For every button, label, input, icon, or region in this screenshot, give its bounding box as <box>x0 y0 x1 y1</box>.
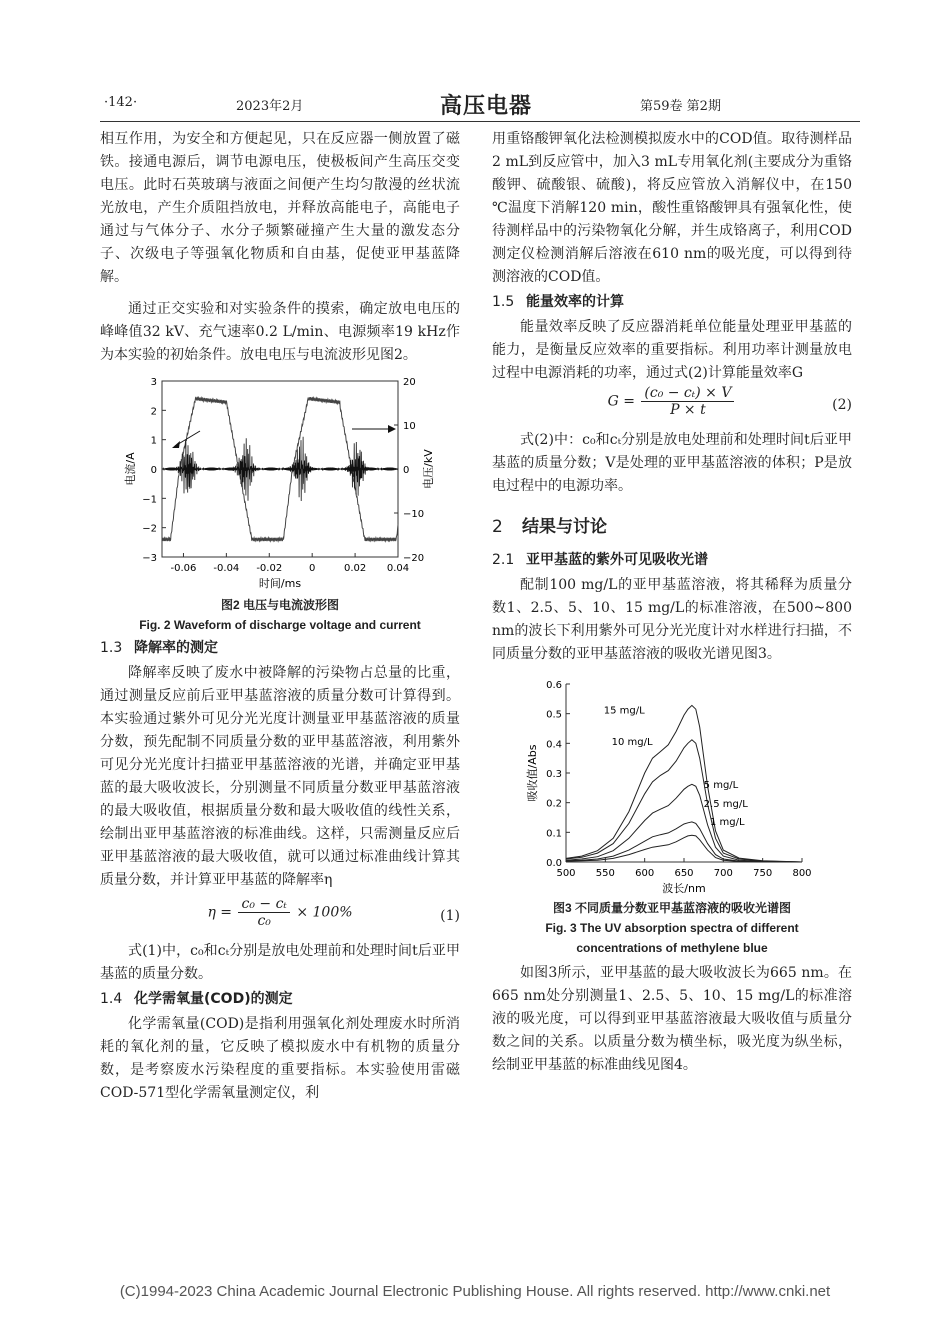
paragraph: 式(1)中，c₀和cₜ分别是放电处理前和处理时间t后亚甲基蓝的质量分数。 <box>100 943 460 982</box>
spectrum-line <box>566 740 802 862</box>
x-tick-label: 0.04 <box>386 563 410 574</box>
y2-tick-label: −10 <box>403 509 425 520</box>
formula-denominator: c₀ <box>257 913 271 929</box>
formula-lhs: η = <box>207 904 233 921</box>
y-tick-label: 1 <box>150 435 157 447</box>
x-tick-label: -0.04 <box>213 563 240 574</box>
figure-3-caption-en: Fig. 3 The UV absorption spectra of different <box>545 921 799 935</box>
x-tick-label: 600 <box>635 868 655 879</box>
paragraph: 配制100 mg/L的亚甲基蓝溶液，将其稀释为质量分数1、2.5、5、10、15 mg/L的标准溶液，在500~800 nm的波长下利用紫外可见分光光度计对水样进行扫描，不同质量分数的亚甲基蓝溶液的吸收光谱见图3。 <box>492 577 852 662</box>
series-label: 1 mg/L <box>709 816 745 828</box>
absorption-spectra-chart <box>492 672 852 894</box>
formula-lhs: G = <box>607 393 635 410</box>
voltage-arrow-head <box>388 425 396 433</box>
section-heading <box>492 549 852 572</box>
section-title: 结果与讨论 <box>522 517 607 537</box>
page-number: ·142· <box>104 95 138 110</box>
journal-logo: 高压电器 <box>440 93 533 119</box>
y-tick-label: 0.5 <box>546 709 562 721</box>
y-axis-label: 电流/A <box>124 452 137 486</box>
y-tick-label: −3 <box>142 553 157 564</box>
section-number: 1.3 <box>100 640 123 656</box>
x-axis-label: 波长/nm <box>662 882 706 894</box>
figure-2 <box>100 371 460 635</box>
paragraph: 化学需氧量(COD)是指利用强氧化剂处理废水时所消耗的氧化剂的量，它反映了模拟废水中有机物的质量分数，是考察废水污染程度的重要指标。本实验使用雷磁COD-571型化学需氧量测定仪，利 <box>100 1016 460 1101</box>
left-column <box>100 128 460 1105</box>
y-tick-label: 0.6 <box>546 680 562 691</box>
section-heading <box>492 512 852 537</box>
formula-numerator: c₀ − cₜ <box>238 896 289 913</box>
series-label: 10 mg/L <box>611 736 653 748</box>
right-column <box>492 128 852 1077</box>
paragraph: 用重铬酸钾氧化法检测模拟废水中的COD值。取待测样品2 mL到反应管中，加入3 mL专用氧化剂(主要成分为重铬酸钾、硫酸银、硫酸)，将反应管放入消解仪中，在150 ℃温度下消解120 min，酸性重铬酸钾具有强氧化性，使待测样品中的污染物氧化分解，并生成铬离子，利用COD测定仪检测消解后溶液在610 nm的吸光度，可以得到待测溶液的COD值。 <box>492 131 852 285</box>
y2-axis-label: 电压/kV <box>422 449 435 489</box>
figure-2-caption-en: Fig. 2 Waveform of discharge voltage and current <box>139 618 421 632</box>
section-title: 能量效率的计算 <box>526 294 624 310</box>
figure-2-caption-cn: 图2 电压与电流波形图 <box>220 598 339 612</box>
y-tick-label: 0.2 <box>546 798 562 810</box>
x-axis-label: 时间/ms <box>258 577 302 590</box>
paragraph: 如图3所示，亚甲基蓝的最大吸收波长为665 nm。在665 nm处分别测量1、2.5、5、10、15 mg/L的标准溶液的吸光度，可以得到亚甲基蓝溶液最大吸收值与质量分数之间的关系。以质量分数为横坐标，吸光度为纵坐标，绘制亚甲基蓝的标准曲线见图4。 <box>492 965 852 1073</box>
y2-tick-label: 20 <box>403 377 416 388</box>
figure-3-caption-cn: 图3 不同质量分数亚甲基蓝溶液的吸收光谱图 <box>552 901 791 915</box>
y-tick-label: 3 <box>150 377 157 388</box>
section-number: 1.5 <box>492 294 515 310</box>
section-heading <box>492 291 852 314</box>
formula-rhs: × 100% <box>296 904 353 921</box>
current-series <box>162 437 398 501</box>
figure-3-caption-en: concentrations of methylene blue <box>576 941 768 955</box>
current-arrow-head <box>172 441 180 448</box>
formula-number: (2) <box>832 397 852 413</box>
x-tick-label: 550 <box>595 868 615 879</box>
formula-2 <box>492 385 852 429</box>
section-title: 亚甲基蓝的紫外可见吸收光谱 <box>526 552 708 568</box>
y-tick-label: 0 <box>150 465 157 476</box>
section-title: 降解率的测定 <box>134 640 218 656</box>
volume-issue: 第59卷 第2期 <box>640 99 721 114</box>
x-tick-label: 500 <box>556 868 576 879</box>
paragraph: 能量效率反映了反应器消耗单位能量处理亚甲基蓝的能力，是衡量反应效率的重要指标。利用功率计测量放电过程中电源消耗的功率，通过式(2)计算能量效率G <box>492 319 852 381</box>
y-tick-label: 0.1 <box>546 828 562 840</box>
x-tick-label: 750 <box>753 868 773 879</box>
x-tick-label: 800 <box>792 868 812 879</box>
formula-1 <box>100 896 460 940</box>
section-title: 化学需氧量(COD)的测定 <box>134 991 293 1007</box>
x-tick-label: 0 <box>308 563 316 574</box>
paragraph: 降解率反映了废水中被降解的污染物占总量的比重，通过测量反应前后亚甲基蓝溶液的质量分数可计算得到。本实验通过紫外可见分光光度计测量亚甲基蓝溶液的质量分数，预先配制不同质量分数的亚甲基蓝溶液，利用紫外可见分光光度计扫描亚甲基蓝溶液的光谱，并确定亚甲基蓝的最大吸收波长，分别测量不同质量分数亚甲基蓝溶液的最大吸收值，根据质量分数和最大吸收值的线性关系，绘制出亚甲基蓝溶液的标准曲线。这样，只需测量反应后亚甲基蓝溶液的最大吸收值，就可以通过标准曲线计算其质量分数，并计算亚甲基蓝的降解率η <box>100 665 460 888</box>
paragraph: 式(2)中：c₀和cₜ分别是放电处理前和处理时间t后亚甲基蓝的质量分数；V是处理的亚甲基蓝溶液的体积；P是放电过程中的电源功率。 <box>492 432 852 494</box>
waveform-chart <box>100 371 460 591</box>
section-number: 2 <box>492 517 503 537</box>
y-tick-label: 2 <box>150 406 157 418</box>
y2-tick-label: −20 <box>403 553 425 564</box>
formula-denominator: P × t <box>670 402 706 418</box>
x-tick-label: 650 <box>674 868 694 879</box>
formula-numerator: (c₀ − cₜ) × V <box>641 385 734 402</box>
series-label: 15 mg/L <box>603 705 645 717</box>
section-heading <box>100 988 460 1011</box>
y-tick-label: 0.4 <box>546 739 562 751</box>
copyright-footer: (C)1994-2023 China Academic Journal Electronic Publishing House. All rights reserved. http://www.cnki.net <box>119 1283 831 1300</box>
y-tick-label: −1 <box>142 494 157 506</box>
y2-tick-label: 10 <box>403 421 416 432</box>
y-tick-label: 0.3 <box>546 769 562 780</box>
section-number: 1.4 <box>100 991 123 1007</box>
section-heading <box>100 637 460 660</box>
figure-3 <box>492 672 852 958</box>
x-tick-label: 0.02 <box>343 563 367 574</box>
series-label: 2.5 mg/L <box>703 799 748 811</box>
y-tick-label: −2 <box>142 523 157 535</box>
x-tick-label: 700 <box>713 868 733 879</box>
header-rule <box>100 121 860 122</box>
spectrum-line <box>566 705 802 862</box>
y2-tick-label: 0 <box>403 465 410 476</box>
paragraph: 通过正交实验和对实验条件的摸索，确定放电电压的峰峰值32 kV、充气速率0.2 L/min、电源频率19 kHz作为本实验的初始条件。放电电压与电流波形见图2。 <box>100 301 460 363</box>
paragraph: 相互作用，为安全和方便起见，只在反应器一侧放置了磁铁。接通电源后，调节电源电压，使极板间产生高压交变电压。此时石英玻璃与液面之间便产生均匀散漫的丝状流光放电，产生介质阻挡放电，并释放高能电子，高能电子通过与气体分子、水分子频繁碰撞产生大量的激发态分子、次级电子等强氧化物质和自由基，促使亚甲基蓝降解。 <box>100 131 460 285</box>
formula-number: (1) <box>440 908 460 924</box>
y-axis-label: 吸收值/Abs <box>526 744 539 802</box>
series-label: 5 mg/L <box>703 779 739 791</box>
spectrum-line <box>566 822 802 862</box>
section-number: 2.1 <box>492 552 515 568</box>
y-tick-label: 0.0 <box>546 858 562 869</box>
x-tick-label: -0.06 <box>170 563 197 574</box>
issue-date: 2023年2月 <box>236 99 304 114</box>
x-tick-label: -0.02 <box>256 563 283 574</box>
